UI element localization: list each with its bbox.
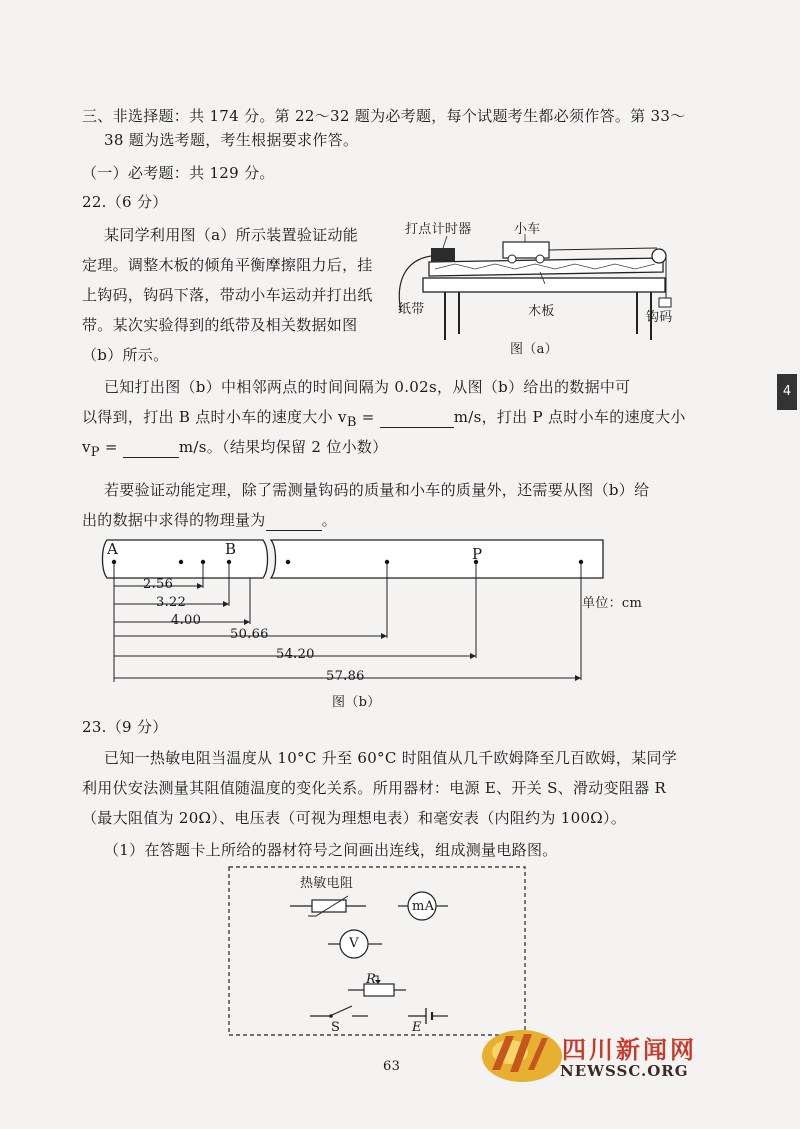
measure-4-00: 4.00 [171, 613, 202, 628]
page-number: 63 [383, 1059, 401, 1074]
measure-57-86: 57.86 [326, 669, 365, 684]
q22-p1-line4: 带。某次实验得到的纸带及相关数据如图 [82, 316, 358, 334]
q22-p1-line3: 上钩码，钩码下落，带动小车运动并打出纸 [82, 286, 373, 304]
section-header-line1: 三、非选择题：共 174 分。第 22～32 题为必考题，每个试题考生都必须作答。第 33～ [82, 107, 686, 125]
figure-b-caption: 图（b） [332, 695, 381, 710]
q23-line3: （最大阻值为 20Ω）、电压表（可视为理想电表）和毫安表（内阻约为 100Ω）。 [82, 809, 627, 827]
thermistor-label: 热敏电阻 [300, 876, 354, 891]
timer-label: 打点计时器 [405, 222, 472, 237]
answer-blank-quantity[interactable] [266, 510, 322, 531]
q22-p3-line2: 出的数据中求得的物理量为 。 [82, 511, 337, 529]
q22-number: 22.（6 分） [82, 193, 168, 211]
point-b-label: B [225, 540, 237, 558]
battery-label: E [412, 1020, 422, 1035]
measure-3-22: 3.22 [156, 595, 187, 610]
figure-a-caption: 图（a） [510, 342, 558, 357]
q22-p3-line1: 若要验证动能定理，除了需测量钩码的质量和小车的质量外，还需要从图（b）给 [104, 481, 650, 499]
q22-p2-line3: $v_P = m/s$。（结果均保留 2 位小数） [82, 438, 388, 460]
rheostat-label: R [366, 972, 377, 987]
q22-p1-line2: 定理。调整木板的倾角平衡摩擦阻力后，挂 [82, 256, 373, 274]
board-label: 木板 [528, 304, 555, 319]
point-a-label: A [107, 540, 119, 558]
tape-label: 纸带 [398, 302, 425, 317]
q23-line2: 利用伏安法测量其阻值随温度的变化关系。所用器材：电源 E、开关 S、滑动变阻器 R [82, 779, 667, 797]
cart-label: 小车 [514, 222, 541, 237]
switch-label: S [331, 1020, 341, 1035]
q23-number: 23.（9 分） [82, 718, 168, 736]
q22-p2-line1: 已知打出图（b）中相邻两点的时间间隔为 0.02s，从图（b）给出的数据中可 [104, 378, 631, 396]
answer-blank-vb[interactable] [380, 407, 454, 428]
circuit-components-box [228, 866, 528, 1038]
measure-54-20: 54.20 [276, 647, 315, 662]
required-section-title: （一）必考题：共 129 分。 [82, 164, 275, 182]
answer-blank-vp[interactable] [123, 437, 179, 458]
point-p-label: P [472, 545, 483, 563]
q23-line1: 已知一热敏电阻当温度从 10°C 升至 60°C 时阻值从几千欧姆降至几百欧姆，某同学 [104, 749, 678, 767]
q22-p1-line5: （b）所示。 [82, 346, 169, 364]
q22-p2-line2: 以得到，打出 B 点时小车的速度大小 $v_B = m/s$，打出 P 点时小车的速度大小 [82, 408, 686, 430]
watermark-text-en: NEWSSC.ORG [560, 1062, 689, 1080]
voltmeter-label: V [349, 936, 359, 951]
watermark-text-cn: 四川新闻网 [562, 1036, 697, 1064]
measure-2-56: 2.56 [143, 577, 174, 592]
measure-50-66: 50.66 [230, 627, 269, 642]
unit-label: 单位：cm [582, 596, 643, 611]
milliammeter-label: mA [412, 899, 435, 914]
q22-p1-line1: 某同学利用图（a）所示装置验证动能 [104, 226, 359, 244]
weight-label: 钩码 [646, 310, 673, 325]
q23-sub1: （1）在答题卡上所给的器材符号之间画出连线，组成测量电路图。 [104, 841, 558, 859]
section-header-line2: 38 题为选考题，考生根据要求作答。 [104, 131, 359, 149]
side-tab: 4 [777, 374, 797, 410]
